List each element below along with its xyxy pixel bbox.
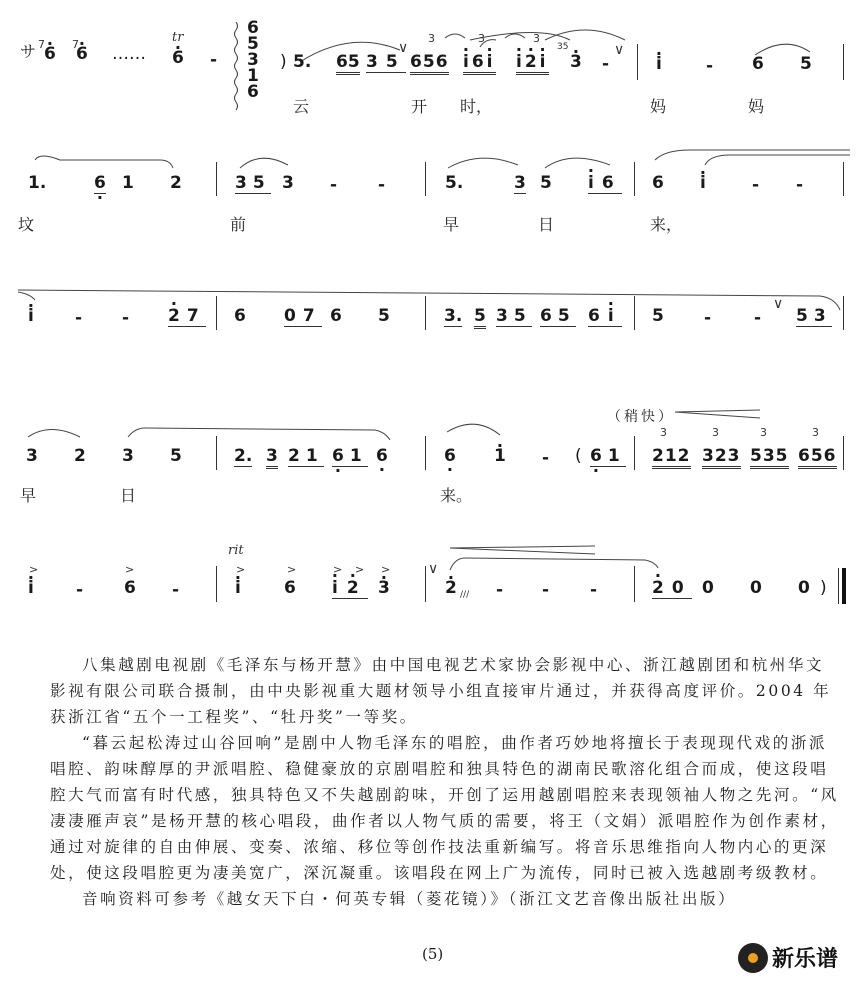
note: 3 [122,446,134,466]
note: 1 [122,173,134,193]
dash: - [704,308,712,328]
trill-mark: tr [172,30,184,45]
breath-mark: ∨ [398,40,409,56]
dash: - [172,580,180,600]
rest: 0 [798,578,810,598]
note-fermata: · 3 [570,54,582,71]
note-group: · i· 2 [332,580,368,599]
bar-line [425,296,426,330]
note-group: 35 [235,173,271,193]
chord-note: 3 [247,50,259,70]
note-group-triplet: · i· 2· i [516,54,549,75]
site-logo[interactable] [738,942,838,973]
note: 6 [752,54,764,74]
grace-note-mark: 7 [72,38,79,51]
vinyl-record-icon [738,943,768,973]
accent-mark: > [381,563,391,576]
chord-note: 1 [247,66,259,86]
note-group: 07 [284,306,322,326]
dash: - [330,175,338,195]
lyric: 日 [120,486,137,505]
final-bar-thin [838,568,839,604]
bar-line [843,44,844,80]
close-paren: ) [820,578,827,598]
bar-line [425,436,426,470]
note-group: 6 ·1 [590,448,626,467]
dash: - [706,56,714,76]
note: 5 [540,173,552,193]
chord-stack [247,20,259,100]
bar-line [843,296,844,330]
note-group-triplet: 535 [750,448,789,469]
accent-mark: > [355,563,365,576]
note-group-triplet: 323 [702,448,741,469]
note: · i [700,175,706,192]
note-group: · i6 [588,175,622,194]
tempo-mark-faster: （稍快） [607,409,675,425]
bar-line [216,566,217,602]
note: 3 [514,173,526,193]
lyric: 云 [293,97,310,116]
dash: - [754,308,762,328]
note-fermata: · 2 [445,580,457,597]
note-group-triplet: 656 [798,448,837,469]
triplet-mark: 3 [660,426,667,439]
accent-mark: > [333,563,343,576]
bar-line [425,162,426,196]
note-group: 6· i [588,308,622,327]
accent-mark: > [29,563,39,576]
chord-note: 6 [247,18,259,38]
note: 6 [284,578,296,598]
rest: 0 [702,578,714,598]
bar-line [637,44,638,80]
ritardando-mark: rit [228,543,244,558]
paragraph: “暮云起松涛过山谷回响”是剧中人物毛泽东的唱腔，曲作者巧妙地将擅长于表现现代戏的浙派唱腔、韵味醇厚的尹派唱腔、稳健豪放的京剧唱腔和独具特色的湖南民歌溶化组合而成，使这段唱腔大气而富有时代感，独具特色又不失越剧韵味，开创了运用越剧唱腔来表现领袖人物之先河。“风凄凄雁声哀”是杨开慧的核心唱段，曲作者以人物气质的需要，将王（文娟）派唱腔作为创作素材，通过对旋律的自由伸展、变奏、浓缩、移位等创作技法重新编写。将音乐思维指向人物内心的更深处，使这段唱腔更为凄美宽广，深沉凝重。该唱段在网上广为流传，同时已被入选越剧考级教材。 [50,734,839,882]
paragraph: 八集越剧电视剧《毛泽东与杨开慧》由中国电视艺术家协会影视中心、浙江越剧团和杭州华文影视有限公司联合摄制，由中央影视重大题材领导小组直接审片通过，并获得高度评价。2004 年获浙江省“五个一工程奖”、“牡丹奖”一等奖。 [50,656,832,726]
note: 3 [266,448,278,469]
lyric: 前 [230,215,247,234]
dash: - [210,50,218,70]
accent-mark: > [236,563,246,576]
triplet-mark: 3 [478,32,485,45]
bar-line [216,436,217,470]
note: 5 [474,308,486,329]
bar-line [843,436,844,470]
note: 2. [234,446,253,466]
grace-notes: 35 [557,42,569,52]
note: 6 [330,306,342,326]
breath-mark: ∨ [614,42,625,58]
accent-mark: > [287,563,297,576]
bar-line [634,296,635,330]
lyric: 早 [20,486,37,505]
lyric: 坟 [18,215,35,234]
lyric: 开 [411,97,428,116]
note-group: · 27 [168,308,206,327]
chord-note: 6 [247,82,259,102]
note-group: 65 [336,54,360,75]
note-fermata: · 1 [494,448,506,465]
triplet-mark: 3 [760,426,767,439]
close-paren: ) [280,52,287,72]
lyric: 妈 [650,97,667,116]
accent-mark: > [125,563,135,576]
free-tempo-marker: サ [20,42,37,61]
dash: - [122,308,130,328]
note: 5 [652,306,664,326]
bar-line [634,436,635,470]
dash: - [378,175,386,195]
note-group-triplet: 656 [410,54,449,75]
bar-line [843,162,844,196]
dash: - [542,448,550,468]
note: 5. [445,173,464,193]
note: 2 [74,446,86,466]
note-group: 53 [796,306,832,326]
dash: - [76,580,84,600]
breath-mark: ∨ [773,296,784,312]
rest: 0 [750,578,762,598]
note: 2 [170,173,182,193]
note: 3 [26,446,38,466]
note: 6 [234,306,246,326]
note: 1. [28,173,47,193]
note-group: 21 [288,446,324,466]
dash: - [542,580,550,600]
triplet-mark: 3 [533,32,540,45]
note: 6 · [376,448,388,465]
bar-line [634,162,635,196]
note: · i [235,580,241,597]
note: 6 · [94,175,106,194]
open-paren: ( [575,446,582,466]
dash: - [496,580,504,600]
note: 6 [652,173,664,193]
note: 5 [378,306,390,326]
lyric: 早 [443,215,460,234]
final-bar-thick [842,568,846,604]
description-text [50,652,840,912]
note: 5 [170,446,182,466]
note: · i [28,308,34,325]
note: · 6 [172,50,184,67]
note-group-triplet: 212 [652,448,691,469]
dash: - [590,580,598,600]
paragraph: 音响资料可参考《越女天下白・何英专辑（菱花镜）》（浙江文艺音像出版社出版） [82,890,737,908]
lyric: 时， [460,97,493,116]
note-group-triplet: · i6· i [463,54,496,75]
note: 3 [282,173,294,193]
note-group: 35 [496,306,532,326]
bar-line [216,162,217,196]
dash: - [752,175,760,195]
note-group: 35 [366,52,406,72]
dash: - [796,175,804,195]
note: 6 · [444,448,456,465]
page-number: (5) [422,945,444,963]
note: 5 [800,54,812,74]
bar-line [634,566,635,602]
triplet-mark: 3 [812,426,819,439]
note: 6 [124,578,136,598]
note: · 3 [378,580,390,597]
note: · i [656,56,662,73]
dash: - [75,308,83,328]
note-group: 6 ·1 [332,448,368,467]
tremolo-mark: /// [460,590,470,600]
note-group: · 20 [652,580,692,599]
note: · 6 [76,46,88,63]
lyric: 妈 [748,97,765,116]
triplet-mark: 3 [428,32,435,45]
chord-note: 5 [247,34,259,54]
ellipsis-mark: …… [112,44,146,64]
note: · 6 [44,46,56,63]
arpeggio-wavy-icon [232,22,240,110]
grace-note-mark: 7 [38,38,45,51]
note: 5. [293,52,312,72]
lyric: 日 [538,215,555,234]
logo-text: 新乐谱 [772,947,839,972]
triplet-mark: 3 [712,426,719,439]
breath-mark: ∨ [428,561,439,577]
note: · i [28,580,34,597]
note-group: 65 [540,306,576,326]
lyric: 来， [650,215,683,234]
note: 3. [444,306,463,326]
bar-line [216,296,217,330]
dash: - [602,54,610,74]
lyric: 来。 [440,486,473,505]
bar-line [425,566,426,602]
